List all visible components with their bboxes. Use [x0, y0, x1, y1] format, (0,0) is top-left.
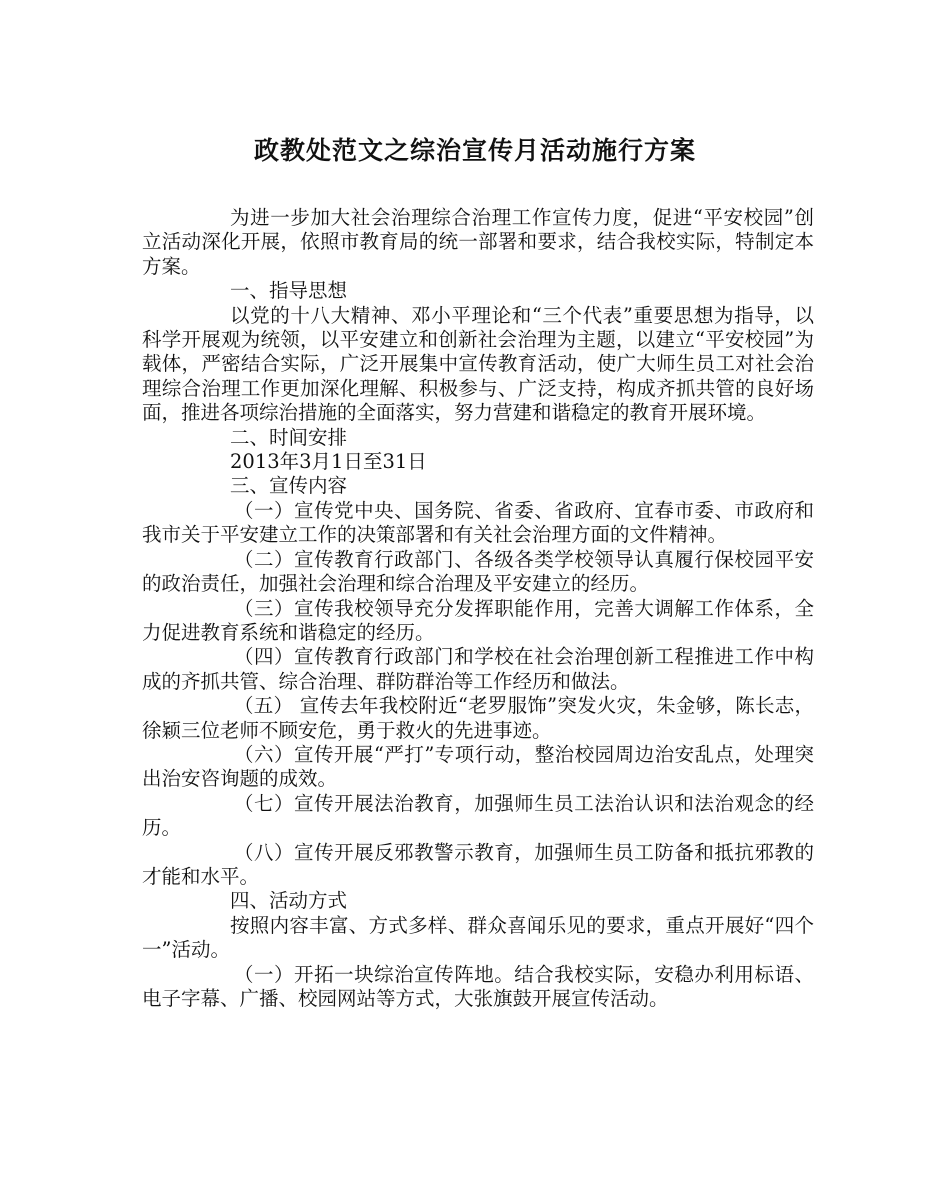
activity-item-1: （一）开拓一块综治宣传阵地。结合我校实际，安稳办利用标语、电子字幕、广播、校园网站等方式，大张旗鼓开展宣传活动。 — [142, 962, 814, 1010]
activity-methods-paragraph: 按照内容丰富、方式多样、群众喜闻乐见的要求，重点开展好“四个一”活动。 — [142, 913, 814, 962]
section-heading-activity-methods: 四、活动方式 — [230, 889, 348, 913]
content-item-8: （八）宣传开展反邪教警示教育，加强师生员工防备和抵抗邪教的才能和水平。 — [142, 840, 814, 888]
guiding-thought-paragraph: 以党的十八大精神、邓小平理论和“三个代表”重要思想为指导，以科学开展观为统领，以平安建立和创新社会治理为主题，以建立“平安校园”为载体，严密结合实际，广泛开展集中宣传教育活动，使广大师生员工对社会治理综合治理工作更加深化理解、积极参与、广泛支持，构成齐抓共管的良好场面，推进各项综治措施的全面落实，努力营建和谐稳定的教育开展环境。 — [142, 303, 814, 425]
content-item-3: （三）宣传我校领导充分发挥职能作用，完善大调解工作体系，全力促进教育系统和谐稳定的经历。 — [142, 596, 814, 644]
section-heading-guiding-thought: 一、指导思想 — [230, 279, 348, 303]
content-item-1: （一）宣传党中央、国务院、省委、省政府、宜春市委、市政府和我市关于平安建立工作的决策部署和有关社会治理方面的文件精神。 — [142, 498, 814, 547]
document-title: 政教处范文之综治宣传月活动施行方案 — [253, 136, 696, 165]
content-item-6: （六）宣传开展“严打”专项行动，整治校园周边治安乱点，处理突出治安咨询题的成效。 — [142, 742, 814, 791]
section-heading-schedule: 二、时间安排 — [230, 425, 348, 449]
content-item-4: （四）宣传教育行政部门和学校在社会治理创新工程推进工作中构成的齐抓共管、综合治理、群防群治等工作经历和做法。 — [142, 645, 814, 693]
schedule-date-range: 2013年3月1日至31日 — [230, 450, 427, 474]
document-body — [142, 206, 814, 1011]
content-item-7: （七）宣传开展法治教育，加强师生员工法治认识和法治观念的经历。 — [142, 791, 814, 840]
content-item-5: （五） 宣传去年我校附近“老罗服饰”突发火灾，朱金够，陈长志，徐颖三位老师不顾安危，勇于救火的先进事迹。 — [142, 694, 814, 742]
intro-paragraph: 为进一步加大社会治理综合治理工作宣传力度，促进“平安校园”创立活动深化开展，依照市教育局的统一部署和要求，结合我校实际，特制定本方案。 — [142, 206, 814, 278]
section-heading-content: 三、宣传内容 — [230, 474, 348, 498]
content-item-2: （二）宣传教育行政部门、各级各类学校领导认真履行保校园平安的政治责任，加强社会治理和综合治理及平安建立的经历。 — [142, 547, 814, 596]
